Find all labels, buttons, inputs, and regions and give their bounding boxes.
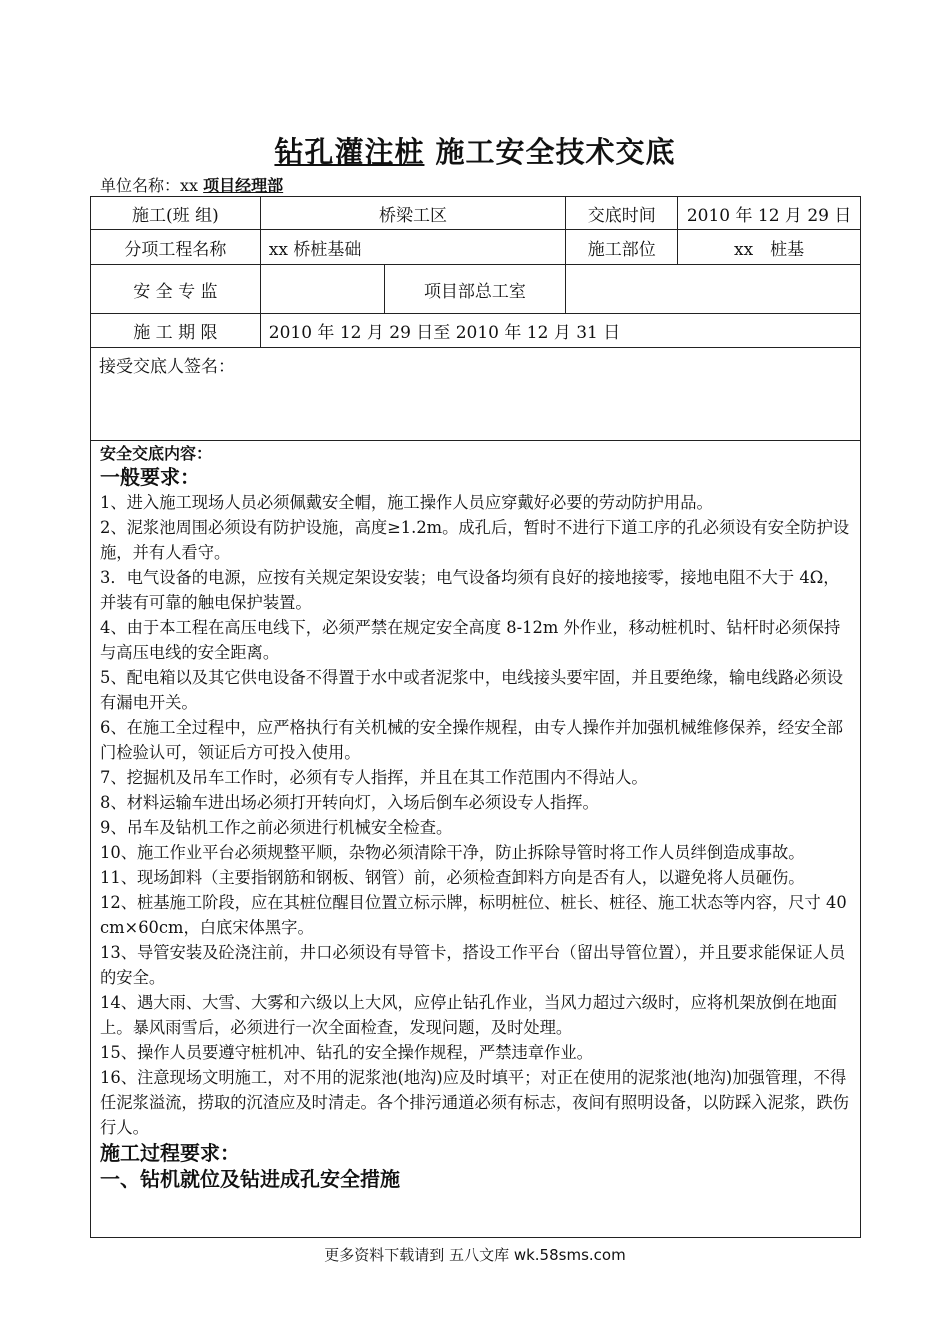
office-label: 项目部总工室 — [384, 265, 566, 314]
unit-label: 单位名称：xx — [100, 176, 204, 195]
list-item: 2、泥浆池周围必须设有防护设施，高度≥1.2m。成孔后，暂时不进行下道工序的孔必须设有安全防护设施，并有人看守。 — [100, 518, 850, 562]
list-item: 16、注意现场文明施工，对不用的泥浆池(地沟)应及时填平；对正在使用的泥浆池(地沟)加强管理，不得任泥浆溢流，捞取的沉渣应及时清走。各个排污通道必须有标志，夜间有照明设备，以防踩入泥浆，跌伤行人。 — [100, 1068, 849, 1137]
period-value: 2010 年 12 月 29 日至 2010 年 12 月 31 日 — [260, 314, 860, 348]
list-item: 12、桩基施工阶段，应在其桩位醒目位置立标示牌，标明桩位、桩长、桩径、施工状态等内容，尺寸 40 cm×60cm，白底宋体黑字。 — [100, 893, 847, 937]
unit-line — [100, 173, 283, 196]
content-label: 安全交底内容： — [100, 444, 213, 463]
signature-cell — [91, 348, 861, 441]
title-underlined: 钻孔灌注桩 — [274, 135, 425, 169]
part-value: xx 桩基 — [678, 230, 861, 265]
item-label: 分项工程名称 — [91, 230, 261, 265]
general-heading: 一般要求： — [100, 465, 200, 489]
process-heading: 施工过程要求： — [100, 1141, 240, 1165]
list-item: 10、施工作业平台必须规整平顺，杂物必须清除干净，防止拆除导管时将工作人员绊倒造成事故。 — [100, 843, 805, 862]
list-item: 4、由于本工程在高压电线下，必须严禁在规定安全高度 8-12m 外作业，移动桩机时、钻杆时必须保持与高压电线的安全距离。 — [100, 618, 841, 662]
document-title — [0, 130, 950, 171]
list-item: 1、进入施工现场人员必须佩戴安全帽，施工操作人员应穿戴好必要的劳动防护用品。 — [100, 493, 713, 512]
list-item: 9、吊车及钻机工作之前必须进行机械安全检查。 — [100, 818, 453, 837]
list-item: 11、现场卸料（主要指钢筋和钢板、钢管）前，必须检查卸料方向是否有人，以避免将人员砸伤。 — [100, 868, 805, 887]
list-item: 6、在施工全过程中，应严格执行有关机械的安全操作规程，由专人操作并加强机械维修保养，经安全部门检验认可，领证后方可投入使用。 — [100, 718, 844, 762]
list-item: 7、挖掘机及吊车工作时，必须有专人指挥，并且在其工作范围内不得站人。 — [100, 768, 648, 787]
time-label: 交底时间 — [566, 197, 678, 230]
signature-label: 接受交底人签名： — [99, 357, 235, 377]
period-label: 施 工 期 限 — [91, 314, 261, 348]
office-value — [566, 265, 861, 314]
footer-note: 更多资料下载请到 五八文库 wk.58sms.com — [324, 1246, 626, 1264]
list-item: 14、遇大雨、大雪、大雾和六级以上大风，应停止钻孔作业，当风力超过六级时，应将机架放倒在地面上。暴风雨雪后，必须进行一次全面检查，发现问题，及时处理。 — [100, 993, 838, 1037]
supervisor-value — [260, 265, 384, 314]
unit-value: 项目经理部 — [203, 176, 284, 195]
safety-content — [100, 444, 850, 1192]
time-value: 2010 年 12 月 29 日 — [678, 197, 861, 230]
section-heading: 一、钻机就位及钻进成孔安全措施 — [100, 1167, 400, 1191]
supervisor-label: 安 全 专 监 — [91, 265, 261, 314]
list-item: 13、导管安装及砼浇注前，井口必须设有导管卡，搭设工作平台（留出导管位置），并且要求能保证人员的安全。 — [100, 943, 846, 987]
item-value: xx 桥桩基础 — [260, 230, 566, 265]
part-label: 施工部位 — [566, 230, 678, 265]
header-table — [90, 196, 861, 441]
team-value: 桥梁工区 — [260, 197, 566, 230]
list-item: 5、配电箱以及其它供电设备不得置于水中或者泥浆中，电线接头要牢固，并且要绝缘，输电线路必须设有漏电开关。 — [100, 668, 844, 712]
title-rest: 施工安全技术交底 — [424, 135, 676, 169]
list-item: 8、材料运输车进出场必须打开转向灯，入场后倒车必须设专人指挥。 — [100, 793, 599, 812]
team-label: 施工(班 组) — [91, 197, 261, 230]
list-item: 15、操作人员要遵守桩机冲、钻孔的安全操作规程，严禁违章作业。 — [100, 1043, 593, 1062]
list-item: 3．电气设备的电源，应按有关规定架设安装；电气设备均须有良好的接地接零，接地电阻不大于 4Ω，并装有可靠的触电保护装置。 — [100, 568, 840, 612]
